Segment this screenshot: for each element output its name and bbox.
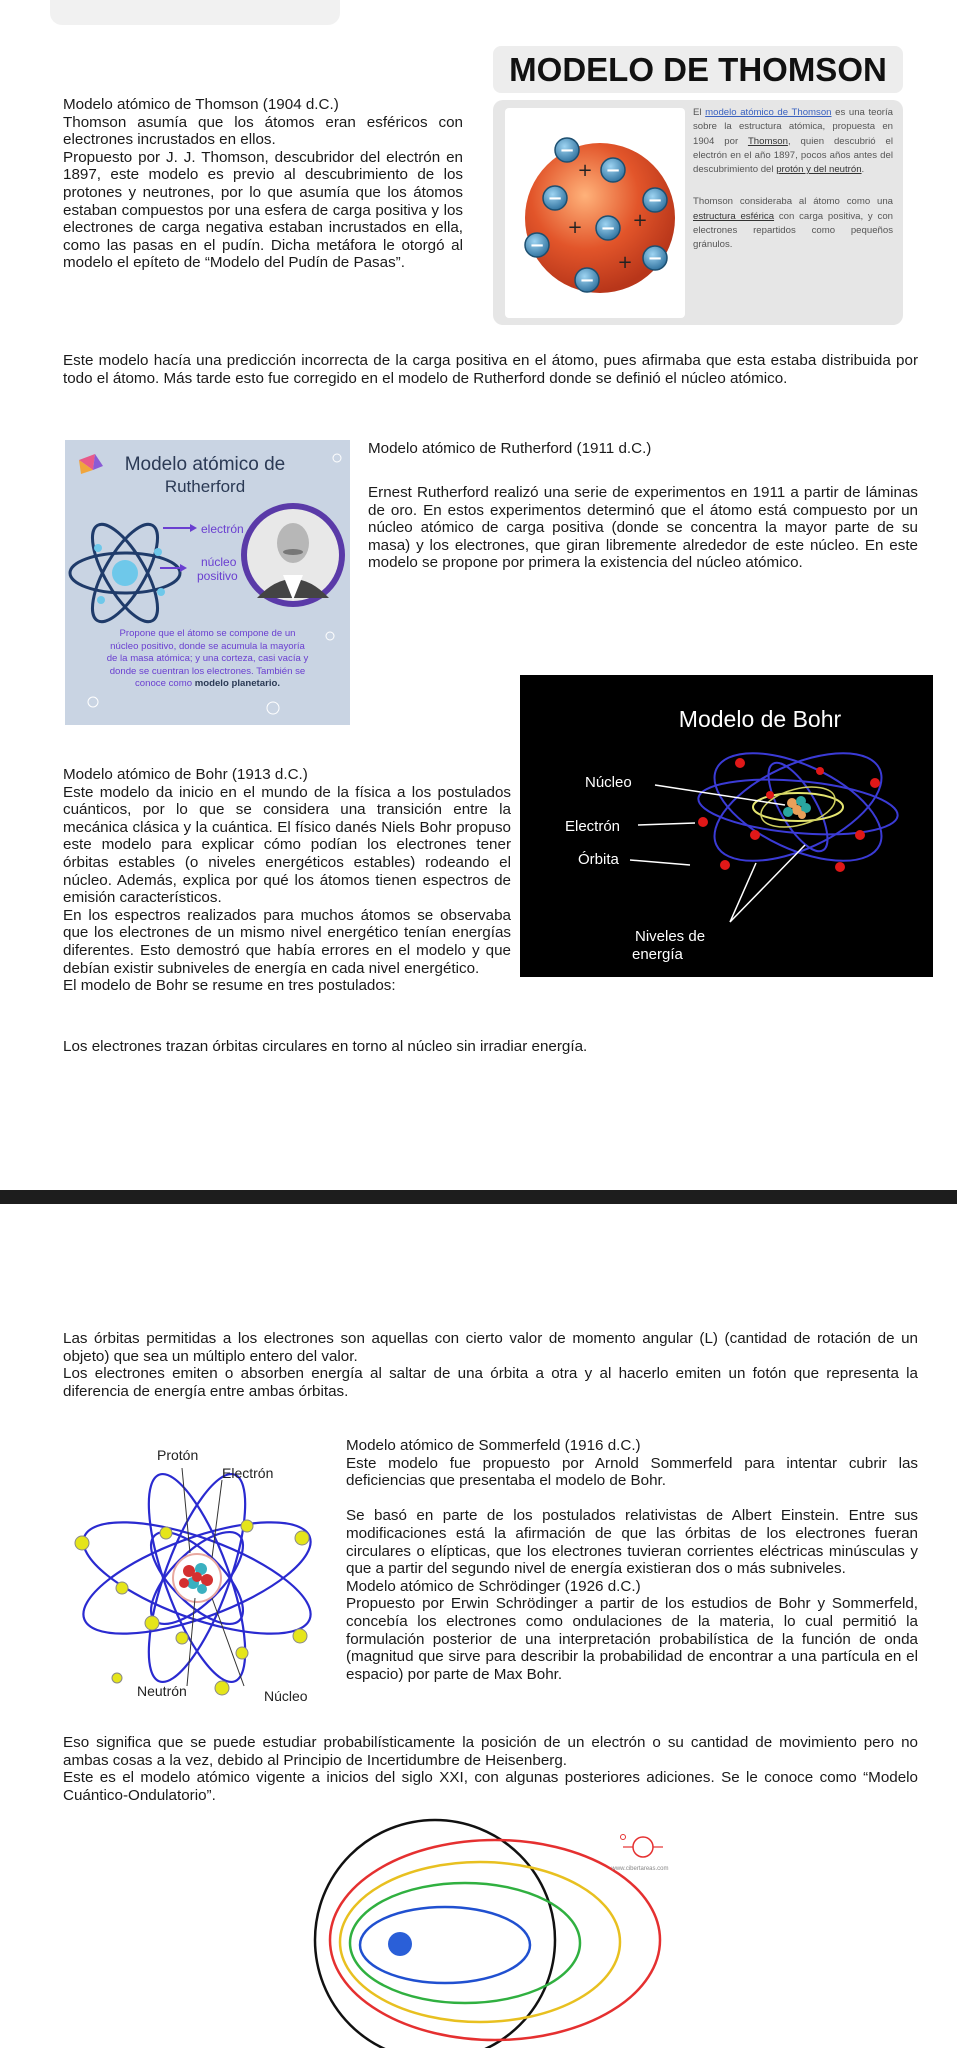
bohr-postulate-2: Las órbitas permitidas a los electrones son aquellas con cierto valor de momento angular (L) (cantidad de rotación de un objeto) que sea un múltiplo entero del valor.	[63, 1330, 918, 1365]
sommerfeld-heading: Modelo atómico de Sommerfeld (1916 d.C.)	[346, 1437, 641, 1454]
svg-text:+: +	[577, 160, 593, 181]
som-label-proton: Protón	[157, 1447, 199, 1463]
schrodinger-heading: Modelo atómico de Schrödinger (1926 d.C.)	[346, 1577, 641, 1595]
thomson-paragraph-2: Propuesto por J. J. Thomson, descubridor del electrón en 1897, este modelo es previo al descubrimiento de los protones y neutrones, por lo que asumía que los átomos estaban compuestos por una esfera de carga positiva y los electrones de carga negativa estaban incrustados en ella, como las pasas en el pudín. Dicha metáfora le otorgó al modelo el epíteto de “Modelo del Pudín de Pasas”.	[63, 148, 463, 272]
thomson-name-link[interactable]: Thomson	[747, 135, 788, 147]
thomson-pudding-image	[505, 108, 685, 318]
label-nucleo: núcleo	[201, 555, 237, 569]
page-divider	[0, 1190, 957, 1204]
proton-neutron-link[interactable]: protón y del neutrón	[776, 164, 862, 176]
rutherford-card-title-1: Modelo atómico de	[124, 454, 286, 475]
label-electron: electrón	[201, 522, 244, 536]
bohr-paragraph-2: En los espectros realizados para muchos átomos se observaba que los electrones de un mismo nivel energético tenían energías diferentes. Esto demostró que había errores en el modelo y que debían existir subniveles de energía en cada nivel energético.	[63, 906, 511, 977]
bohr-image-title: Modelo de Bohr	[678, 706, 842, 732]
svg-text:+: +	[632, 210, 648, 231]
bohr-label-orbita: Órbita	[578, 851, 619, 868]
svg-text:−: −	[605, 160, 621, 181]
svg-text:+: +	[567, 217, 583, 238]
rutherford-paragraph-1: Ernest Rutherford realizó una serie de experimentos en 1911 a partir de láminas de oro. En estos experimentos determinó que el átomo está compuesto por un núcleo atómico de carga positiva (donde se concentra la mayor parte de su masa) y los electrones, que giran libremente alrededor de este núcleo. En este modelo se propone por primera la existencia del núcleo atómico.	[368, 484, 918, 572]
bohr-postulate-3: Los electrones emiten o absorben energía al saltar de una órbita a otra y al hacerlo emiten un fotón que representa la diferencia de energía entre ambas órbitas.	[63, 1365, 918, 1400]
nucleus-dot	[388, 1932, 412, 1956]
label-positivo: positivo	[197, 569, 238, 583]
thomson-card-text	[693, 106, 893, 253]
som-label-electron: Electrón	[222, 1465, 274, 1481]
svg-text:−: −	[647, 190, 663, 211]
schrodinger-orbits-image	[305, 1805, 675, 2048]
spherical-structure-link[interactable]: estructura esférica	[693, 210, 775, 222]
svg-text:−: −	[579, 270, 595, 291]
svg-text:+: +	[617, 252, 633, 273]
thomson-card-sentence-2: Thomson consideraba al átomo como una estructura esférica con carga positiva, y con electrones repartidos como pequeños gránulos.	[693, 196, 893, 251]
bohr-model-image	[520, 675, 933, 977]
bohr-label-niveles-1: Niveles de	[635, 928, 706, 945]
thomson-title: MODELO DE THOMSON	[509, 51, 887, 88]
orbits-illustration	[305, 1805, 675, 2048]
sommerfeld-model-image	[62, 1438, 332, 1713]
watermark-logo-icon	[621, 1835, 664, 1858]
rutherford-card-title-2: Rutherford	[164, 477, 246, 496]
thomson-paragraph-3: Este modelo hacía una predicción incorrecta de la carga positiva en el átomo, pues afirmaba que esta estaba distribuida por todo el átomo. Más tarde esto fue corregido en el modelo de Rutherford donde se definió el núcleo atómico.	[63, 352, 918, 387]
bohr-paragraph-3: El modelo de Bohr se resume en tres postulados:	[63, 977, 396, 995]
svg-text:−: −	[600, 218, 616, 239]
sommerfeld-paragraph-2: Se basó en parte de los postulados relativistas de Albert Einstein. Entre sus modificaciones está la afirmación de que las órbitas de los electrones fueran circulares o elípticas, que los electrones tuvieran corrientes eléctricas minúsculas y que a partir del segundo nivel de energía existieran dos o más subniveles.	[346, 1507, 918, 1578]
som-label-neutron: Neutrón	[137, 1683, 187, 1699]
thomson-model-link[interactable]: modelo atómico de Thomson	[705, 107, 832, 118]
schrodinger-text-block	[63, 1734, 918, 1804]
som-label-nucleo: Núcleo	[264, 1688, 308, 1704]
schrodinger-paragraph-1: Propuesto por Erwin Schrödinger a partir de los estudios de Bohr y Sommerfeld, concebía los electrones como ondulaciones de la materia, lo cual permitió la formulación posterior de una interpretación probabilística de la función de onda (magnitud que sirve para describir la probabilidad de encontrar a una partícula en el espacio) por parte de Max Bohr.	[346, 1595, 918, 1683]
sommerfeld-text-block	[346, 1437, 918, 1683]
svg-text:−: −	[647, 248, 663, 269]
thomson-text-block	[63, 96, 463, 272]
svg-text:−: −	[547, 188, 563, 209]
bohr-label-niveles-2: energía	[632, 946, 683, 963]
sommerfeld-paragraph-1: Este modelo fue propuesto por Arnold Sommerfeld para intentar cubrir las deficiencias que presentaba el modelo de Bohr.	[346, 1454, 918, 1490]
bohr-label-electron: Electrón	[565, 818, 621, 835]
thomson-heading: Modelo atómico de Thomson (1904 d.C.)	[63, 96, 339, 113]
bohr-heading: Modelo atómico de Bohr (1913 d.C.)	[63, 766, 308, 783]
svg-text:−: −	[529, 235, 545, 256]
top-tab-fragment	[50, 0, 340, 25]
bohr-paragraph-1: Este modelo da inicio en el mundo de la física a los postulados cuánticos, por lo que se considera una transición entre la mecánica clásica y la cuántica. El físico danés Niels Bohr propuso este modelo para explicar cómo podían los electrones tener órbitas estables (o niveles energéticos estables) rodeando el núcleo. Además, explica por qué los átomos tienen espectros de emisión característicos.	[63, 783, 511, 907]
thomson-atom-illustration	[505, 108, 685, 318]
bohr-postulate-1: Los electrones trazan órbitas circulares en torno al núcleo sin irradiar energía.	[63, 1038, 588, 1055]
rutherford-card-caption: Propone que el átomo se compone de un núcleo positivo, donde se acumula la mayoría de la masa atómica; y una corteza, casi vacía y donde se cuentran los electrones. También se conoce como modelo planetario.	[106, 628, 309, 690]
schrodinger-paragraph-3: Este es el modelo atómico vigente a inicios del siglo XXI, con algunas posteriores adiciones. Se le conoce como “Modelo Cuántico-Ondulatorio”.	[63, 1769, 918, 1804]
thomson-info-card	[493, 100, 903, 325]
thomson-card-sentence-1: El modelo atómico de Thomson es una teoría sobre la estructura atómica, propuesta en 1904 por Thomson, quien descubrió el electrón en el año 1897, pocos años antes del descubrimiento del protón y del neutrón.	[693, 107, 894, 176]
sommerfeld-illustration	[62, 1438, 332, 1713]
bohr-text-block	[63, 766, 511, 995]
bohr-postulates-2-3	[63, 1330, 918, 1400]
rutherford-card	[65, 440, 350, 725]
schrodinger-paragraph-2: Eso significa que se puede estudiar probabilísticamente la posición de un electrón o su cantidad de movimiento pero no ambas cosas a la vez, debido al Principio de Incertidumbre de Heisenberg.	[63, 1734, 918, 1769]
bohr-label-nucleo: Núcleo	[585, 774, 632, 791]
bohr-nucleus	[783, 796, 811, 819]
thomson-paragraph-1: Thomson asumía que los átomos eran esféricos con electrones incrustados en ellos.	[63, 113, 463, 149]
thomson-title-box	[493, 46, 903, 93]
watermark-text: www.cibertareas.com	[611, 1866, 669, 1872]
bohr-illustration	[520, 675, 933, 977]
rutherford-heading: Modelo atómico de Rutherford (1911 d.C.)	[368, 440, 652, 457]
svg-text:−: −	[559, 140, 575, 161]
rutherford-card-decor	[65, 440, 350, 725]
